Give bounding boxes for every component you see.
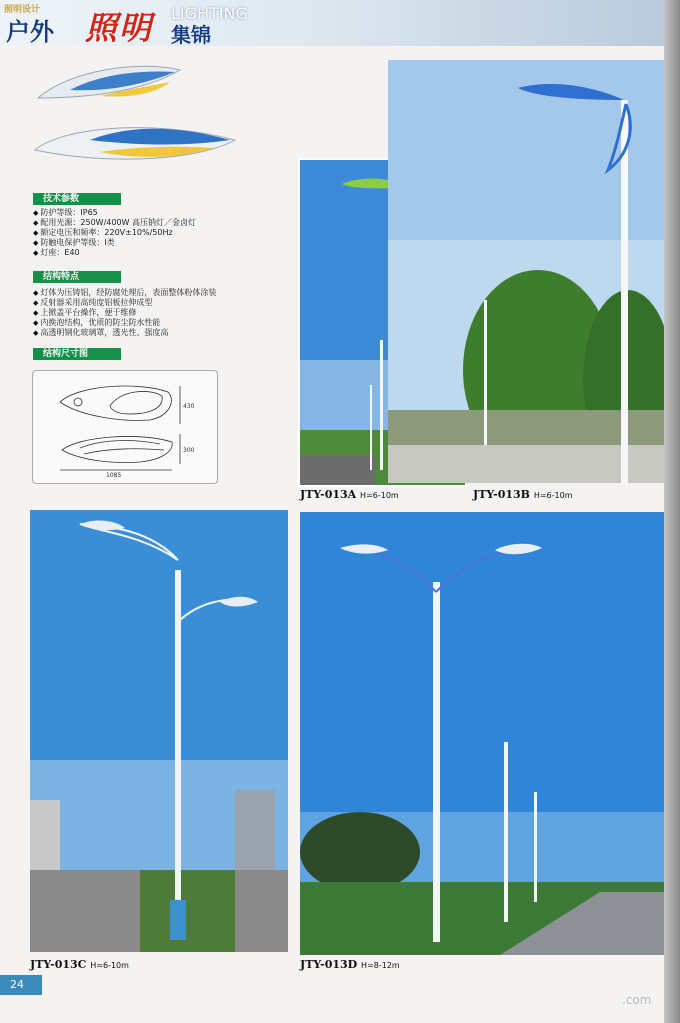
page-number: 24 [0,975,42,995]
photo-jty-013c [30,510,288,952]
brand-small-text: 照明设计 [4,5,41,15]
title-lighting-cn: 照明 [85,9,154,47]
page-edge-shadow [664,0,680,1023]
model-c: JTY-013C [30,958,87,971]
photo-d-scene [300,512,664,955]
dimension-drawing [40,378,210,478]
photo-jty-013b [388,60,664,483]
list-item: ◆ 灯体为压铸铝，经防腐处理后，表面整体粉体涂装 [33,288,216,298]
model-b: JTY-013B [473,488,530,501]
tech-params-list [33,208,196,258]
dim-height1-label: 430 [183,403,195,410]
model-a: JTY-013A [300,488,357,501]
caption-c [30,958,129,971]
height-d: H=8-12m [361,961,400,970]
list-item: ◆ 反射器采用高纯度铝板拉伸成型 [33,298,216,308]
dimension-heading: 结构尺寸图 [33,348,121,360]
lamp-head-bottom [35,128,235,159]
structure-features-heading: 结构特点 [33,271,121,283]
dim-length-label: 1085 [106,472,122,478]
height-a: H=6-10m [360,491,399,500]
caption-b [473,488,572,501]
tech-params-heading: 技术参数 [33,193,121,205]
height-b: H=6-10m [533,491,573,500]
lamp-head-top [38,66,180,98]
watermark: .com [622,993,652,1007]
title-collection: 集锦 [171,23,211,47]
dim-height2-label: 300 [183,447,195,454]
caption-d [300,958,400,971]
list-item: ◆ 配用光源：250W/400W 高压钠灯／金卤灯 [33,218,196,228]
photo-b-scene [388,60,664,483]
list-item: ◆ 高透明钢化玻璃罩，透光性、强度高 [33,328,216,338]
list-item: ◆ 内换泡结构，优质的防尘防水性能 [33,318,216,328]
model-d: JTY-013D [300,958,358,971]
structure-features-list [33,288,216,338]
list-item: ◆ 防触电保护等级：Ⅰ类 [33,238,196,248]
photo-jty-013d [300,512,664,955]
list-item: ◆ 上掀盖平台操作，便于维修 [33,308,216,318]
caption-a [300,488,399,501]
list-item: ◆ 额定电压和频率：220V±10%/50Hz [33,228,196,238]
list-item: ◆ 灯座：E40 [33,248,196,258]
title-outdoor: 户外 [6,17,54,46]
height-c: H=6-10m [90,961,129,970]
title-lighting-en: LIGHTING [171,4,248,23]
photo-c-scene [30,510,288,952]
list-item: ◆ 防护等级：IP65 [33,208,196,218]
lamp-head-product-image [30,60,245,178]
